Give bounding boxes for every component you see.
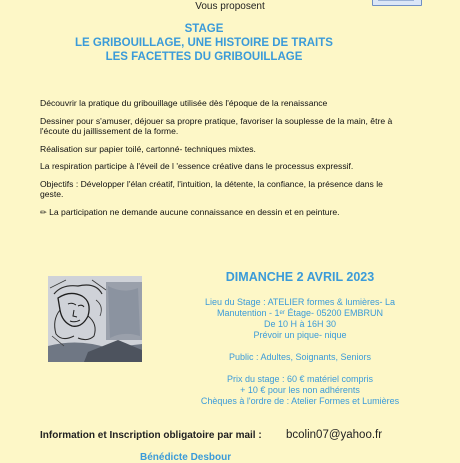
intro-text: Vous proposent [195,1,265,12]
stage-titles [0,22,408,64]
price-line-1: Prix du stage : 60 € matériel compris [226,374,374,384]
scribble-artwork-image [48,276,142,362]
paragraph-participation [40,207,404,219]
paragraph-technique: Réalisation sur papier toilé, cartonné- techniques mixtes. [40,143,256,154]
title-sub: LES FACETTES DU GRIBOUILLAGE [105,51,303,63]
logo-badge-mark [378,0,414,1]
pencil-icon: ✏ [40,207,47,217]
paragraph-draw: Dessiner pour s'amuser, déjouer sa propre pratique, favoriser la souplesse de la main, être à l'écoute du jaillissement de la forme. [40,115,393,136]
event-hours: De 10 H à 16H 30 [263,319,337,329]
event-date: DIMANCHE 2 AVRIL 2023 [225,270,375,284]
contact-line [40,430,420,441]
paragraph-breathing: La respiration participe à l'éveil de l 'essence créative dans le processus expressif. [40,161,354,171]
location-line-2: Manutention - 1ᵉʳ Étage- 05200 EMBRUN [216,308,384,318]
paragraph-objectives: Objectifs : Développer l'élan créatif, l'intuition, la détente, la confiance, la présence dans le geste. [40,178,383,199]
event-location-block [186,297,414,341]
logo-badge [372,0,422,6]
lunch-note: Prévoir un pique- nique [253,330,347,340]
price-block [186,374,414,407]
cheque-info: Chèques à l'ordre de : Atelier Formes et Lumières [200,396,400,406]
title-main: LE GRIBOUILLAGE, UNE HISTOIRE DE TRAITS [75,37,333,49]
registration-info: Information et Inscription obligatoire par mail : [40,430,262,441]
audience: Public : Adultes, Soignants, Seniors [228,352,372,362]
artwork-photo [48,276,142,362]
participation-text: La participation ne demande aucune connaissance en dessin et en peinture. [46,206,340,217]
contact-email-link[interactable]: bcolin07@yahoo.fr [286,429,383,441]
paragraph-discover: Découvrir la pratique du gribouillage utilisée dès l'époque de la renaissance [40,98,328,108]
event-details [186,270,414,407]
organizer-name: Bénédicte Desbour [140,452,232,463]
price-line-2: + 10 € pour les non adhérents [240,385,360,395]
description [40,98,404,225]
location-line-1: Lieu du Stage : ATELIER formes & lumières- La [205,297,395,307]
title-stage: STAGE [184,23,224,35]
